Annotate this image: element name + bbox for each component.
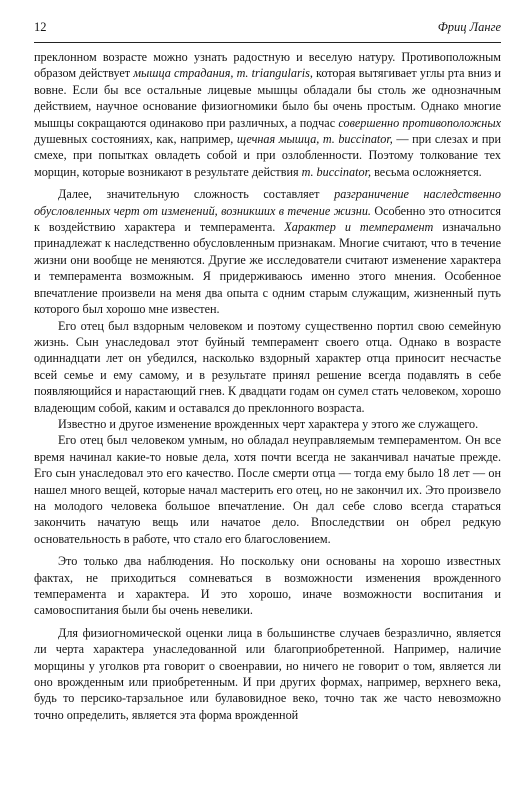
page-body xyxy=(34,49,501,723)
paragraph-1: преклонном возрасте можно узнать радостную и веселую натуру. Противоположным образом действует мышца страдания, m. triangularis, которая вытягивает углы рта вниз и вовне. Если бы все остальные лицевые мышцы обладали бы столь же однозначным действием, научное основание физиогномики было бы очень простым. Однако многие мышцы сокращаются одинаково при различных, а подчас совершенно противоположных душевных состояниях, как, например, щечная мышца, m. buccinator, — при слезах и при смехе, при попытках овладеть собой и при озлобленности. Поэтому толкование тех морщин, которые возникают в результате действия m. buccinator, весьма осложняется. xyxy=(34,50,502,179)
paragraph-4: Известно и другое изменение врожденных черт характера у этого же служащего. xyxy=(58,416,479,431)
paragraph-3: Его отец был вздорным человеком и поэтому существенно портил свою семейную жизнь. Сын унаследовал этот буйный темперамент своего отца. Однако в возрасте одиннадцати лет он убедился, насколько вздорный характер отца приносит несчастье всей семье и ему самому, и в результате принял решение всегда подавлять в себе появляющийся и нарастающий гнев. К двадцати годам он сумел стать человеком, хорошо владеющим собой, каким и оставался до преклонного возраста. xyxy=(34,318,501,415)
paragraph-7: Для физиогномической оценки лица в большинстве случаев безразлично, является ли черта характера унаследованной или благоприобретенной. Например, наличие морщины у уголков рта говорит о своенравии, но ничего не говорит о том, является ли оно врожденным или приобретенным. И при других формах, например, верхнего века, будь то персико-тарзальное или булавовидное веко, точно так же часто невозможно точно определить, является эта форма врожденной xyxy=(34,625,501,722)
running-head-author: Фриц Ланге xyxy=(437,20,501,34)
paragraph-5: Его отец был человеком умным, но обладал неуправляемым темпераментом. Он все время начинал какие-то новые дела, хотя почти всегда не заканчивал начатые прежде. Его сын унаследовал это его качество. После смерти отца — тогда ему было 18 лет — он нашел много вещей, которые начал мастерить его отец, но не закончил их. Это произвело на молодого человека большое впечатление. Он дал себе слово всегда стараться закончить начатую вещь или начатое дело. Впоследствии он обрел редкую основательность в работе, что стало его благословением. xyxy=(34,433,501,546)
paragraph-6: Это только два наблюдения. Но поскольку они основаны на хорошо известных фактах, не приходиться сомневаться в возможности изменения врожденного темперамента и характера. И это хорошо, иначе возможности воспитания и самовоспитания были бы очень невелики. xyxy=(34,554,501,618)
page-number: 12 xyxy=(34,20,47,34)
paragraph-2: Далее, значительную сложность составляет разграничение наследственно обусловленных черт от изменений, возникших в течение жизни. Особенно это относится к воздействию характера и темперамента. Характер и темперамент изначально принадлежат к наследственно обусловленным признакам. Многие считают, что в течение жизни они вообще не меняются. Другие же исследователи считают изменение характера и темперамента возможным. Я придерживаюсь именно этого мнения. Особенное впечатление произвели на меня два опыта с одним старым служащим, жизненный путь которого был хорошо мне известен. xyxy=(34,187,501,317)
page-header xyxy=(34,20,501,43)
